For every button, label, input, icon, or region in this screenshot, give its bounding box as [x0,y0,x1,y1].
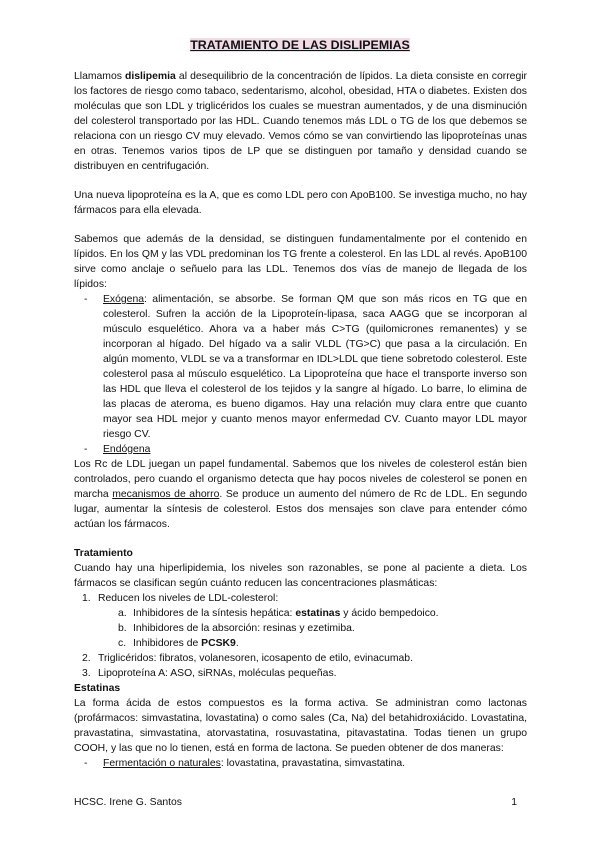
paragraph-lipoprotein-a: Una nueva lipoproteína es la A, que es como LDL pero con ApoB100. Se investiga mucho, no hay fármacos para ella elevada. [74,190,527,216]
sub-list-item: a. Inhibidores de la síntesis hepática: estatinas y ácido bempedoico. [118,608,439,619]
heading-estatinas: Estatinas [74,683,121,694]
list-item: 2. Triglicéridos: fibratos, volanesoren, icosapento de etilo, evinacumab. [82,653,413,664]
sub-list-item: c. Inhibidores de PCSK9. [118,638,239,649]
list-item-endogena: - Endógena [74,442,527,457]
list-item: 1. Reducen los niveles de LDL-colesterol: [82,593,279,604]
section-tratamiento [74,546,527,681]
document-title: TRATAMIENTO DE LAS DISLIPEMIAS [190,38,410,52]
term-dislipemia: dislipemia [125,71,176,82]
list-item-fermentacion: - Fermentación o naturales: lovastatina, pravastatina, simvastatina. [74,756,527,771]
paragraph-intro: Llamamos dislipemia al desequilibrio de la concentración de lípidos. La dieta consiste en corregir los factores de riesgo como tabaco, sedentarismo, alcohol, obesidad, HTA o diabetes. Existen dos moléculas que son LDL y triglicéridos los cuales se muestran aumentados, y de una disminución del colesterol transportado por las HDL. Cuando tenemos más LDL o TG de los que debemos se relaciona con un riesgo CV muy elevado. Vemos cómo se van convirtiendo las lipoproteínas unas en otras. Tenemos varios tipos de LP que se distinguen por tamaño y densidad cuando se distribuyen en centrifugación. [74,71,527,172]
section-estatinas [74,681,527,771]
paragraph-lipid-routes: Sabemos que además de la densidad, se distinguen fundamentalmente por el contenido en lípidos. En los QM y las VDL predominan los TG frente a colesterol. En las LDL al revés. ApoB100 sirve como anclaje o señuelo para las LDL. Tenemos dos vías de manejo de llegada de los lípidos: [74,234,527,290]
footer-author: HCSC. Irene G. Santos [74,797,182,808]
sub-list-item: b. Inhibidores de la absorción: resinas y ezetimiba. [118,623,355,634]
tratamiento-intro: Cuando hay una hiperlipidemia, los niveles son razonables, se pone al paciente a dieta. Los fármacos se clasifican según cuánto reducen las concentraciones plasmáticas: [74,563,527,589]
estatinas-text: La forma ácida de estos compuestos es la forma activa. Se administran como lactonas (profármacos: simvastatina, lovastatina) o como sales (Ca, Na) del betahidroxiácido. Lovastatina, pravastatina, simvastatina, atorvastatina, rosuvastatina, pitavastatina. Todas tienen un grupo COOH, y las que no lo tienen, está en forma de lactona. Se pueden obtener de dos maneras: [74,698,527,754]
page-footer [74,779,517,810]
paragraph-ldl-receptors: Los Rc de LDL juegan un papel fundamental. Sabemos que los niveles de colesterol están bien controlados, pero cuando el organismo detecta que hay pocos niveles de colesterol se ponen en marcha mecanismos de ahorro. Se produce un aumento del número de Rc de LDL. En segundo lugar, aumentar la síntesis de colesterol. Estos dos mensajes son clave para entender cómo actúan los fármacos. [74,459,527,530]
page-number: 1 [511,797,517,808]
document-body [74,69,527,771]
heading-tratamiento: Tratamiento [74,548,133,559]
list-item: 3. Lipoproteína A: ASO, siRNAs, moléculas pequeñas. [82,668,337,679]
list-item-exogena: - Exógena: alimentación, se absorbe. Se forman QM que son más ricos en TG que en colesterol. Sufren la acción de la Lipoproteín-lipasa, saca AAGG que se incorporan al músculo esquelético. Ahora va a haber más C>TG (quilomicrones remanentes) y se incorporan al hígado. Del hígado va a salir VLDL (TG>C) que pasa a la circulación. En algún momento, VLDL se va a transformar en IDL>LDL que tiene sobretodo colesterol. Este colesterol pasa al músculo esquelético. La Lipoproteína que hace el transporte inverso son las HDL que lleva el colesterol de los tejidos y la sangre al hígado. Lo barre, lo elimina de las placas de ateroma, es bueno digamos. Hay una relación muy clara entre que cuanto mayor sea HDL mejor y cuanto menos mayor enfermedad CV. Cuanto mayor LDL mayor riesgo CV. [74,292,527,442]
